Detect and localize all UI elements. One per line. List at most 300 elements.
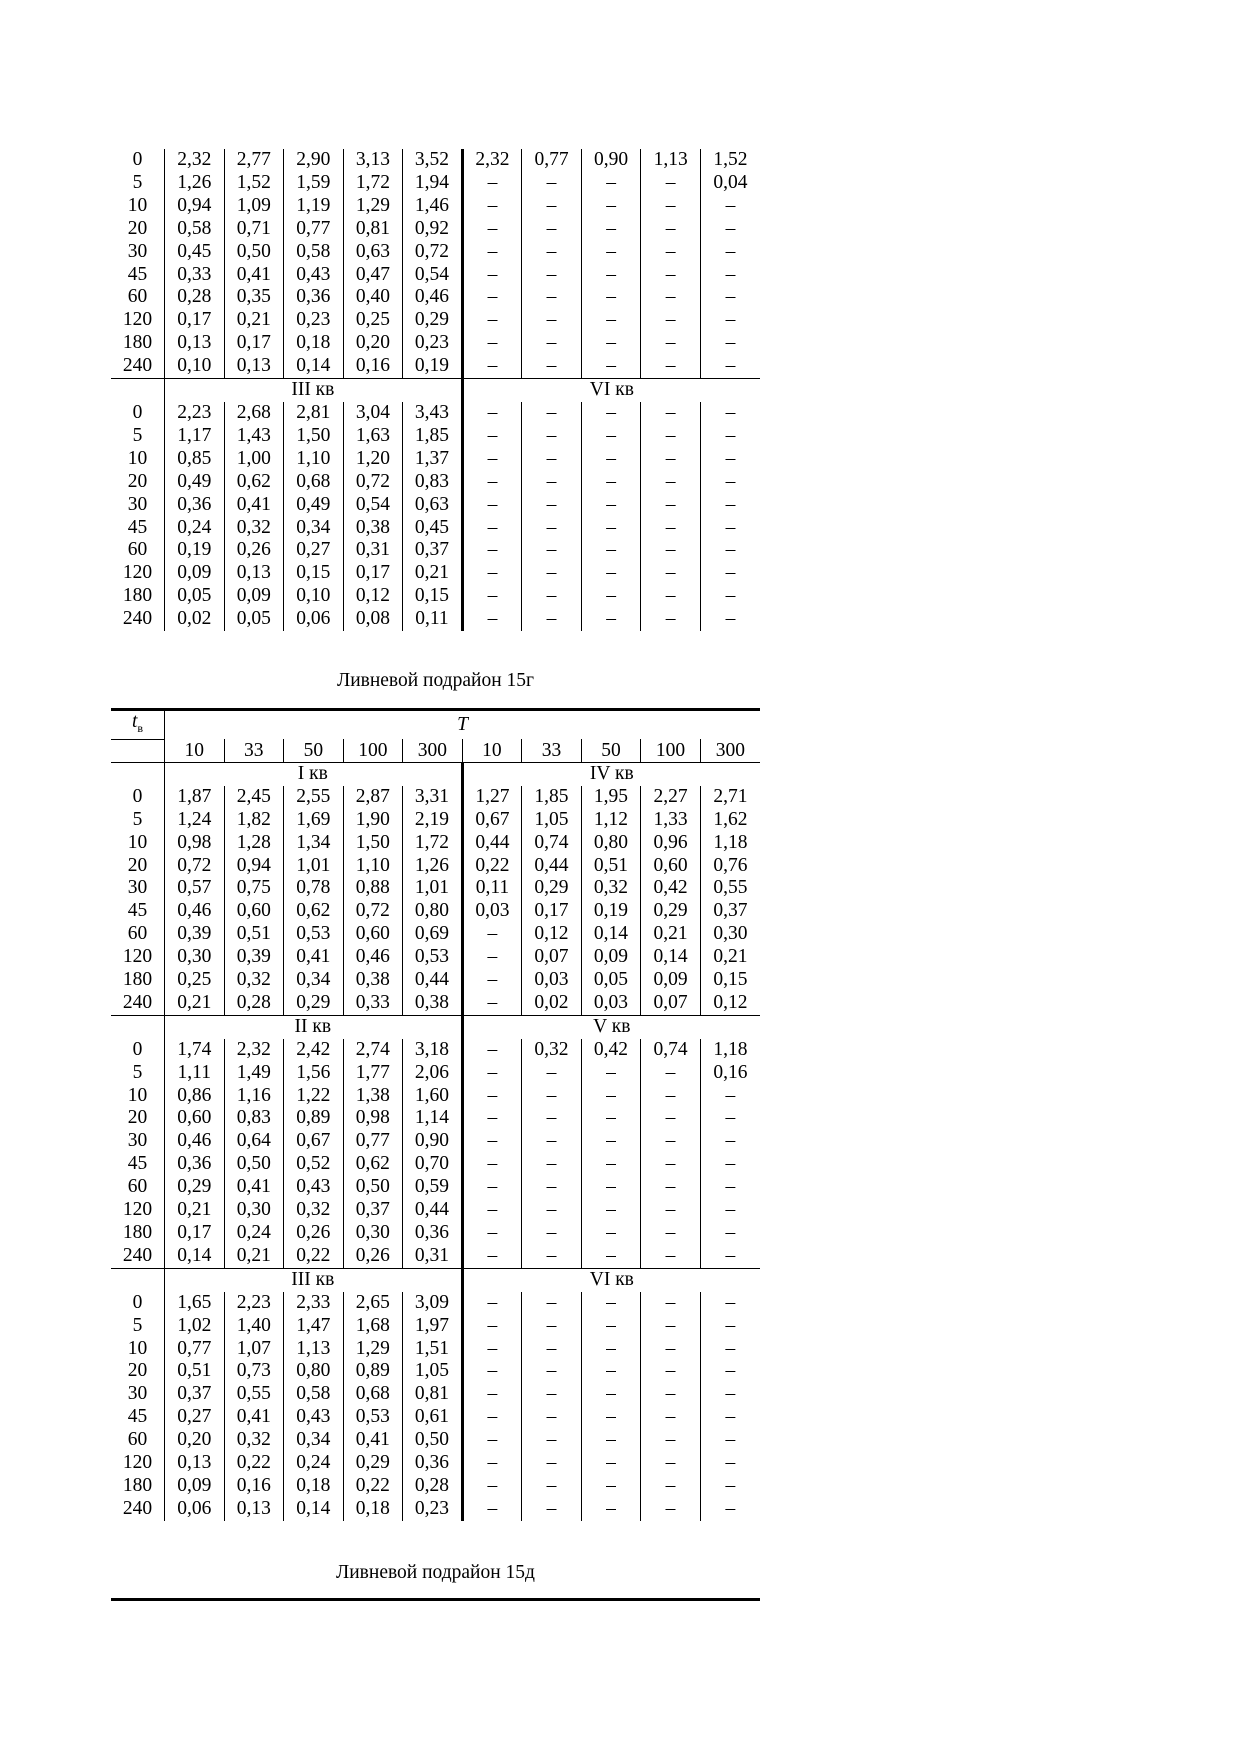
value-cell: 2,32 [164, 149, 224, 172]
value-cell: 1,38 [343, 1085, 403, 1108]
value-cell: – [641, 1475, 701, 1498]
value-cell: 2,81 [284, 402, 344, 425]
value-cell: 0,39 [164, 923, 224, 946]
value-cell: – [462, 1360, 522, 1383]
quarter-section-row [111, 379, 760, 402]
value-cell: 0,41 [224, 264, 284, 287]
value-cell: 0,46 [164, 900, 224, 923]
value-cell: 0,15 [284, 562, 344, 585]
value-cell: – [522, 448, 582, 471]
value-cell: – [581, 1406, 641, 1429]
t-value: 240 [122, 1497, 153, 1519]
value-cell: – [522, 1475, 582, 1498]
table-row [111, 355, 760, 378]
value-cell: 0,23 [284, 309, 344, 332]
value-cell: 2,42 [284, 1039, 344, 1062]
value-cell: 0,69 [403, 923, 463, 946]
value-cell: 0,21 [164, 1199, 224, 1222]
value-cell: 1,50 [284, 425, 344, 448]
value-cell: 1,16 [224, 1085, 284, 1108]
value-cell: – [581, 585, 641, 608]
value-cell: – [581, 1176, 641, 1199]
value-cell: – [522, 241, 582, 264]
value-cell: 1,14 [403, 1107, 463, 1130]
value-cell: 0,80 [403, 900, 463, 923]
value-cell: – [522, 264, 582, 287]
value-cell: 0,12 [343, 585, 403, 608]
t-value: 20 [127, 1360, 148, 1382]
value-cell: – [700, 539, 760, 562]
value-cell: 0,39 [224, 946, 284, 969]
value-cell: 0,62 [284, 900, 344, 923]
table-row [111, 309, 760, 332]
table-row [111, 1292, 760, 1315]
value-cell: 0,68 [284, 471, 344, 494]
value-cell: – [641, 517, 701, 540]
value-cell: 0,19 [403, 355, 463, 378]
value-cell: 0,10 [284, 585, 344, 608]
table-row [111, 195, 760, 218]
table-row [111, 286, 760, 309]
t-value: 60 [127, 539, 148, 561]
value-cell: 3,52 [403, 149, 463, 172]
value-cell: – [522, 1360, 582, 1383]
value-cell: – [462, 517, 522, 540]
value-cell: – [462, 946, 522, 969]
value-cell: 1,01 [403, 877, 463, 900]
value-cell: 0,51 [164, 1360, 224, 1383]
value-cell: – [581, 241, 641, 264]
table-row [111, 332, 760, 355]
value-cell: 0,11 [403, 608, 463, 631]
value-cell: – [522, 172, 582, 195]
t-value: 180 [122, 969, 153, 991]
value-cell: 0,73 [224, 1360, 284, 1383]
value-cell: 0,13 [224, 355, 284, 378]
value-cell: 0,35 [224, 286, 284, 309]
t-value: 5 [132, 808, 143, 830]
value-cell: – [700, 1130, 760, 1153]
t-value: 45 [127, 1153, 148, 1175]
value-cell: 0,41 [224, 1176, 284, 1199]
value-cell: 1,37 [403, 448, 463, 471]
value-cell: 1,07 [224, 1338, 284, 1361]
table-row [111, 1153, 760, 1176]
value-cell: – [641, 309, 701, 332]
value-cell: – [700, 309, 760, 332]
value-cell: – [641, 286, 701, 309]
value-cell: 1,19 [284, 195, 344, 218]
value-cell: – [641, 1429, 701, 1452]
value-cell: 0,37 [700, 900, 760, 923]
value-cell: – [581, 402, 641, 425]
value-cell: 0,81 [403, 1383, 463, 1406]
value-cell: 1,20 [343, 448, 403, 471]
table-row [111, 1406, 760, 1429]
value-cell: – [522, 1406, 582, 1429]
table-row [111, 494, 760, 517]
value-cell: – [641, 195, 701, 218]
value-cell: 1,29 [343, 195, 403, 218]
value-cell: 1,52 [224, 172, 284, 195]
value-cell: 2,45 [224, 786, 284, 809]
header-row-periods [111, 739, 760, 762]
period-header: 300 [700, 739, 760, 762]
value-cell: – [462, 448, 522, 471]
value-cell: 1,22 [284, 1085, 344, 1108]
table-row [111, 877, 760, 900]
period-header: 100 [641, 739, 701, 762]
value-cell: – [522, 1315, 582, 1338]
value-cell: 1,77 [343, 1062, 403, 1085]
value-cell: 0,04 [700, 172, 760, 195]
value-cell: 1,74 [164, 1039, 224, 1062]
value-cell: 0,20 [164, 1429, 224, 1452]
value-cell: – [581, 1452, 641, 1475]
value-cell: – [641, 1085, 701, 1108]
subregion-caption-15d: Ливневой подрайон 15д [336, 1562, 535, 1583]
value-cell: 1,62 [700, 809, 760, 832]
value-cell: 1,02 [164, 1315, 224, 1338]
value-cell: 0,09 [164, 1475, 224, 1498]
value-cell: 2,74 [343, 1039, 403, 1062]
value-cell: 0,41 [343, 1429, 403, 1452]
value-cell: 0,25 [164, 969, 224, 992]
value-cell: – [641, 562, 701, 585]
table-row [111, 264, 760, 287]
value-cell: 3,18 [403, 1039, 463, 1062]
section-blank [111, 1015, 164, 1038]
t-value: 0 [132, 149, 143, 170]
value-cell: – [522, 402, 582, 425]
value-cell: 1,59 [284, 172, 344, 195]
value-cell: – [700, 1222, 760, 1245]
value-cell: 2,23 [164, 402, 224, 425]
value-cell: – [700, 1107, 760, 1130]
value-cell: – [462, 1292, 522, 1315]
quarter-label-right: VI кв [462, 1268, 760, 1291]
value-cell: 0,41 [224, 1406, 284, 1429]
value-cell: 1,43 [224, 425, 284, 448]
period-header: 100 [343, 739, 403, 762]
t-value: 45 [127, 900, 148, 922]
value-cell: 2,06 [403, 1062, 463, 1085]
value-cell: – [581, 562, 641, 585]
t-value: 0 [132, 1291, 143, 1313]
value-cell: 0,18 [284, 1475, 344, 1498]
value-cell: 0,32 [581, 877, 641, 900]
t-value: 45 [127, 1406, 148, 1428]
value-cell: – [522, 1338, 582, 1361]
value-cell: 0,29 [641, 900, 701, 923]
quarter-label-left: III кв [164, 1268, 462, 1291]
value-cell: – [462, 264, 522, 287]
value-cell: – [581, 1199, 641, 1222]
value-cell: – [522, 1429, 582, 1452]
value-cell: 0,17 [224, 332, 284, 355]
value-cell: – [581, 286, 641, 309]
value-cell: – [462, 1130, 522, 1153]
table-row [111, 1429, 760, 1452]
value-cell: – [700, 608, 760, 631]
value-cell: 0,06 [284, 608, 344, 631]
value-cell: 0,78 [284, 877, 344, 900]
value-cell: 0,67 [284, 1130, 344, 1153]
value-cell: 0,61 [403, 1406, 463, 1429]
table-row [111, 809, 760, 832]
value-cell: 0,44 [462, 832, 522, 855]
value-cell: 1,12 [581, 809, 641, 832]
value-cell: 1,05 [403, 1360, 463, 1383]
value-cell: 1,82 [224, 809, 284, 832]
value-cell: 0,75 [224, 877, 284, 900]
period-header: 33 [224, 739, 284, 762]
value-cell: – [462, 309, 522, 332]
value-cell: – [522, 1498, 582, 1521]
value-cell: – [700, 1199, 760, 1222]
value-cell: 1,68 [343, 1315, 403, 1338]
t-value: 60 [127, 923, 148, 945]
value-cell: – [700, 195, 760, 218]
table-row [111, 402, 760, 425]
t-value: 0 [132, 401, 143, 423]
value-cell: 0,41 [284, 946, 344, 969]
value-cell: 0,32 [224, 1429, 284, 1452]
value-cell: 0,37 [403, 539, 463, 562]
value-cell: 0,54 [343, 494, 403, 517]
value-cell: – [462, 969, 522, 992]
value-cell: – [581, 517, 641, 540]
value-cell: 0,13 [164, 1452, 224, 1475]
value-cell: – [700, 241, 760, 264]
value-cell: – [462, 1039, 522, 1062]
value-cell: 0,98 [164, 832, 224, 855]
value-cell: 0,94 [224, 855, 284, 878]
value-cell: 1,24 [164, 809, 224, 832]
value-cell: – [462, 1062, 522, 1085]
t-value: 180 [122, 1222, 153, 1244]
value-cell: – [581, 1338, 641, 1361]
value-cell: 0,28 [224, 992, 284, 1015]
table-row [111, 969, 760, 992]
value-cell: 0,22 [284, 1245, 344, 1268]
value-cell: 1,65 [164, 1292, 224, 1315]
tb-header: $t_в$ [111, 710, 164, 740]
value-cell: – [700, 1292, 760, 1315]
t-value: 240 [122, 608, 153, 630]
value-cell: 0,44 [403, 969, 463, 992]
value-cell: 0,80 [581, 832, 641, 855]
value-cell: 1,63 [343, 425, 403, 448]
value-cell: – [641, 1406, 701, 1429]
table-row [111, 1176, 760, 1199]
value-cell: – [462, 1315, 522, 1338]
t-value: 120 [122, 946, 153, 968]
quarter-label-left: I кв [164, 762, 462, 785]
value-cell: 0,37 [343, 1199, 403, 1222]
value-cell: – [581, 1222, 641, 1245]
value-cell: – [581, 1130, 641, 1153]
value-cell: 1,34 [284, 832, 344, 855]
value-cell: – [641, 1062, 701, 1085]
value-cell: 0,32 [284, 1199, 344, 1222]
value-cell: 0,49 [164, 471, 224, 494]
value-cell: 0,03 [581, 992, 641, 1015]
period-header: 50 [581, 739, 641, 762]
value-cell: 1,01 [284, 855, 344, 878]
value-cell: 0,34 [284, 1429, 344, 1452]
value-cell: – [462, 1222, 522, 1245]
quarter-label-left: III кв [164, 379, 462, 402]
value-cell: – [581, 172, 641, 195]
value-cell: 0,90 [403, 1130, 463, 1153]
value-cell: 1,05 [522, 809, 582, 832]
value-cell: – [522, 494, 582, 517]
value-cell: 0,46 [403, 286, 463, 309]
value-cell: 0,38 [403, 992, 463, 1015]
value-cell: 0,36 [284, 286, 344, 309]
value-cell: – [700, 1406, 760, 1429]
table-row [111, 241, 760, 264]
value-cell: – [522, 1176, 582, 1199]
value-cell: 0,13 [224, 562, 284, 585]
value-cell: 0,74 [641, 1039, 701, 1062]
section-blank [111, 1268, 164, 1291]
value-cell: – [462, 195, 522, 218]
value-cell: 0,08 [343, 608, 403, 631]
value-cell: 0,88 [343, 877, 403, 900]
value-cell: 0,30 [700, 923, 760, 946]
value-cell: 3,43 [403, 402, 463, 425]
value-cell: – [641, 585, 701, 608]
value-cell: 0,45 [403, 517, 463, 540]
value-cell: – [462, 1085, 522, 1108]
value-cell: – [462, 471, 522, 494]
value-cell: 1,13 [641, 149, 701, 172]
tb-header-blank [111, 739, 164, 762]
value-cell: – [581, 608, 641, 631]
value-cell: 0,34 [284, 969, 344, 992]
value-cell: 0,74 [522, 832, 582, 855]
value-cell: 0,43 [284, 264, 344, 287]
value-cell: – [700, 471, 760, 494]
value-cell: 0,32 [522, 1039, 582, 1062]
t-value: 30 [127, 877, 148, 899]
t-value: 45 [127, 263, 148, 285]
value-cell: 0,14 [164, 1245, 224, 1268]
table-row [111, 1338, 760, 1361]
value-cell: 0,60 [164, 1107, 224, 1130]
value-cell: 0,46 [164, 1130, 224, 1153]
value-cell: – [581, 218, 641, 241]
value-cell: 0,51 [581, 855, 641, 878]
value-cell: 1,10 [343, 855, 403, 878]
value-cell: 0,16 [224, 1475, 284, 1498]
value-cell: 0,29 [284, 992, 344, 1015]
value-cell: – [581, 264, 641, 287]
value-cell: 1,10 [284, 448, 344, 471]
value-cell: – [641, 425, 701, 448]
value-cell: – [522, 286, 582, 309]
value-cell: – [581, 1292, 641, 1315]
value-cell: 0,12 [700, 992, 760, 1015]
value-cell: 0,17 [164, 309, 224, 332]
value-cell: 0,98 [343, 1107, 403, 1130]
value-cell: – [462, 286, 522, 309]
value-cell: 0,55 [224, 1383, 284, 1406]
value-cell: – [581, 1085, 641, 1108]
value-cell: – [581, 1498, 641, 1521]
period-header: 33 [522, 739, 582, 762]
value-cell: 0,34 [284, 517, 344, 540]
t-value: 5 [132, 424, 143, 446]
T-header: T [164, 710, 760, 740]
section-blank [111, 379, 164, 402]
value-cell: 0,24 [224, 1222, 284, 1245]
value-cell: 0,09 [164, 562, 224, 585]
value-cell: 0,26 [224, 539, 284, 562]
value-cell: 2,32 [462, 149, 522, 172]
quarter-label-left: II кв [164, 1015, 462, 1038]
value-cell: – [581, 1107, 641, 1130]
value-cell: 0,16 [700, 1062, 760, 1085]
value-cell: – [462, 1176, 522, 1199]
value-cell: 0,26 [343, 1245, 403, 1268]
value-cell: 0,72 [403, 241, 463, 264]
value-cell: – [641, 539, 701, 562]
value-cell: – [700, 1153, 760, 1176]
value-cell: 0,96 [641, 832, 701, 855]
value-cell: – [641, 1130, 701, 1153]
t-value: 10 [127, 447, 148, 469]
value-cell: – [462, 585, 522, 608]
value-cell: 0,03 [522, 969, 582, 992]
value-cell: – [641, 448, 701, 471]
value-cell: – [462, 1338, 522, 1361]
value-cell: – [522, 1085, 582, 1108]
value-cell: – [462, 355, 522, 378]
value-cell: 1,95 [581, 786, 641, 809]
t-value: 20 [127, 854, 148, 876]
value-cell: 0,51 [224, 923, 284, 946]
value-cell: 0,62 [343, 1153, 403, 1176]
value-cell: 1,26 [164, 172, 224, 195]
value-cell: 1,26 [403, 855, 463, 878]
value-cell: – [641, 494, 701, 517]
value-cell: 1,50 [343, 832, 403, 855]
value-cell: 0,67 [462, 809, 522, 832]
value-cell: – [641, 1107, 701, 1130]
value-cell: – [641, 1315, 701, 1338]
value-cell: 0,24 [164, 517, 224, 540]
table-row [111, 1383, 760, 1406]
value-cell: 0,55 [700, 877, 760, 900]
value-cell: – [641, 332, 701, 355]
value-cell: 0,09 [581, 946, 641, 969]
value-cell: 1,52 [700, 149, 760, 172]
value-cell: – [462, 992, 522, 1015]
value-cell: 0,77 [164, 1338, 224, 1361]
value-cell: 0,37 [164, 1383, 224, 1406]
value-cell: – [581, 1315, 641, 1338]
value-cell: – [700, 1176, 760, 1199]
value-cell: 2,32 [224, 1039, 284, 1062]
value-cell: 0,27 [164, 1406, 224, 1429]
value-cell: 0,42 [641, 877, 701, 900]
value-cell: 1,33 [641, 809, 701, 832]
t-value: 30 [127, 1383, 148, 1405]
value-cell: 0,50 [224, 241, 284, 264]
